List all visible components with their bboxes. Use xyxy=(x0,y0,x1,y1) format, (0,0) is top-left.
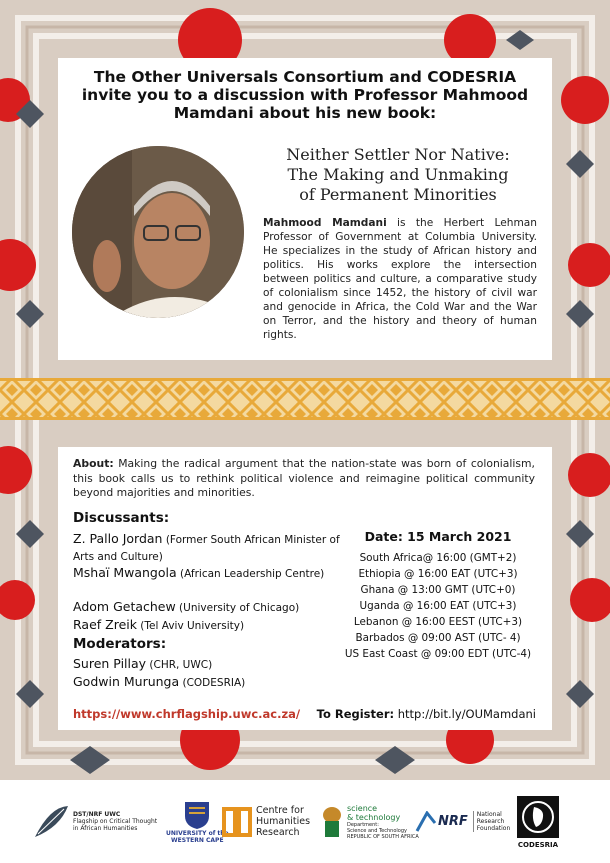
logo-dst: science & technology Department: Science and Technology REPUBLIC OF SOUTH AFRICA xyxy=(320,780,419,863)
timezone-item: Lebanon @ 16:00 EEST (UTC+3) xyxy=(353,616,523,628)
chr-mark-icon xyxy=(222,807,252,837)
discussant-item: Adom Getachew (University of Chicago) xyxy=(73,599,300,614)
moderator-item: Suren Pillay (CHR, UWC) xyxy=(73,656,213,671)
speaker-name: Mahmood Mamdani xyxy=(263,217,387,229)
intro-panel xyxy=(58,58,552,360)
register-link[interactable]: To Register: http://bit.ly/OUMamdani xyxy=(316,707,536,721)
logo-centre-humanities: Centre for Humanities Research xyxy=(222,780,310,863)
details-panel xyxy=(58,447,552,730)
moderators-heading: Moderators: xyxy=(73,636,167,652)
speaker-bio xyxy=(263,216,537,342)
discussant-item: Z. Pallo Jordan (Former South African Minister of Arts and Culture) xyxy=(73,531,340,563)
logo-codesria: CODESRIA xyxy=(516,780,560,863)
gold-pattern-band xyxy=(0,378,610,420)
invitation-heading: The Other Universals Consortium and CODESRIA invite you to a discussion with Professor Mahmood Mamdani about his new book: xyxy=(81,68,529,122)
moderator-item: Godwin Murunga (CODESRIA) xyxy=(73,674,246,689)
timezone-item: Ethiopia @ 16:00 EAT (UTC+3) xyxy=(358,568,518,580)
shield-icon xyxy=(183,800,211,830)
discussant-item: Raef Zreik (Tel Aviv University) xyxy=(73,617,245,632)
timezone-list xyxy=(338,550,538,662)
logo-nrf: NRF National Research Foundation xyxy=(415,780,510,863)
nrf-mark-icon xyxy=(415,811,437,833)
timezone-item: Barbados @ 09:00 AST (UTC- 4) xyxy=(355,632,521,644)
timezone-item: Uganda @ 16:00 EAT (UTC+3) xyxy=(359,600,517,612)
codesria-emblem-icon xyxy=(516,795,560,839)
bio-text: is the Herbert Lehman Professor of Government at Columbia University. He specializes in the study of African history and politics. His works explore the intersection between politics and culture, a comparative study of colonialism since 1452, the history of civil war and genocide in Africa, the Cold War and the War on Terror, and the history and theory of human rights. xyxy=(263,217,538,341)
timezone-item: US East Coast @ 09:00 EDT (UTC-4) xyxy=(344,648,532,660)
about-paragraph: About: Making the radical argument that the nation-state was born of colonialism, this book calls us to rethink political violence and reimagine political community beyond majorities and minorities. xyxy=(73,457,535,499)
coat-of-arms-icon xyxy=(320,805,344,839)
discussant-item: Mshaï Mwangola (African Leadership Centre) xyxy=(73,565,325,580)
feather-icon xyxy=(30,802,70,842)
timezone-item: South Africa@ 16:00 (GMT+2) xyxy=(359,552,517,564)
timezone-item: Ghana @ 13:00 GMT (UTC+0) xyxy=(360,584,516,596)
website-link[interactable]: https://www.chrflagship.uwc.ac.za/ xyxy=(73,707,301,721)
logo-uwc: UNIVERSITY of the WESTERN CAPE xyxy=(166,780,229,863)
sponsor-footer xyxy=(0,780,610,863)
discussants-heading: Discussants: xyxy=(73,510,170,526)
logo-chr-flagship: DST/NRF UWC Flagship on Critical Thought in African Humanities xyxy=(30,780,157,863)
book-title: Neither Settler Nor Native: The Making and Unmaking of Permanent Minorities xyxy=(286,145,510,204)
speaker-photo xyxy=(72,146,244,318)
event-date: Date: 15 March 2021 xyxy=(364,529,512,544)
